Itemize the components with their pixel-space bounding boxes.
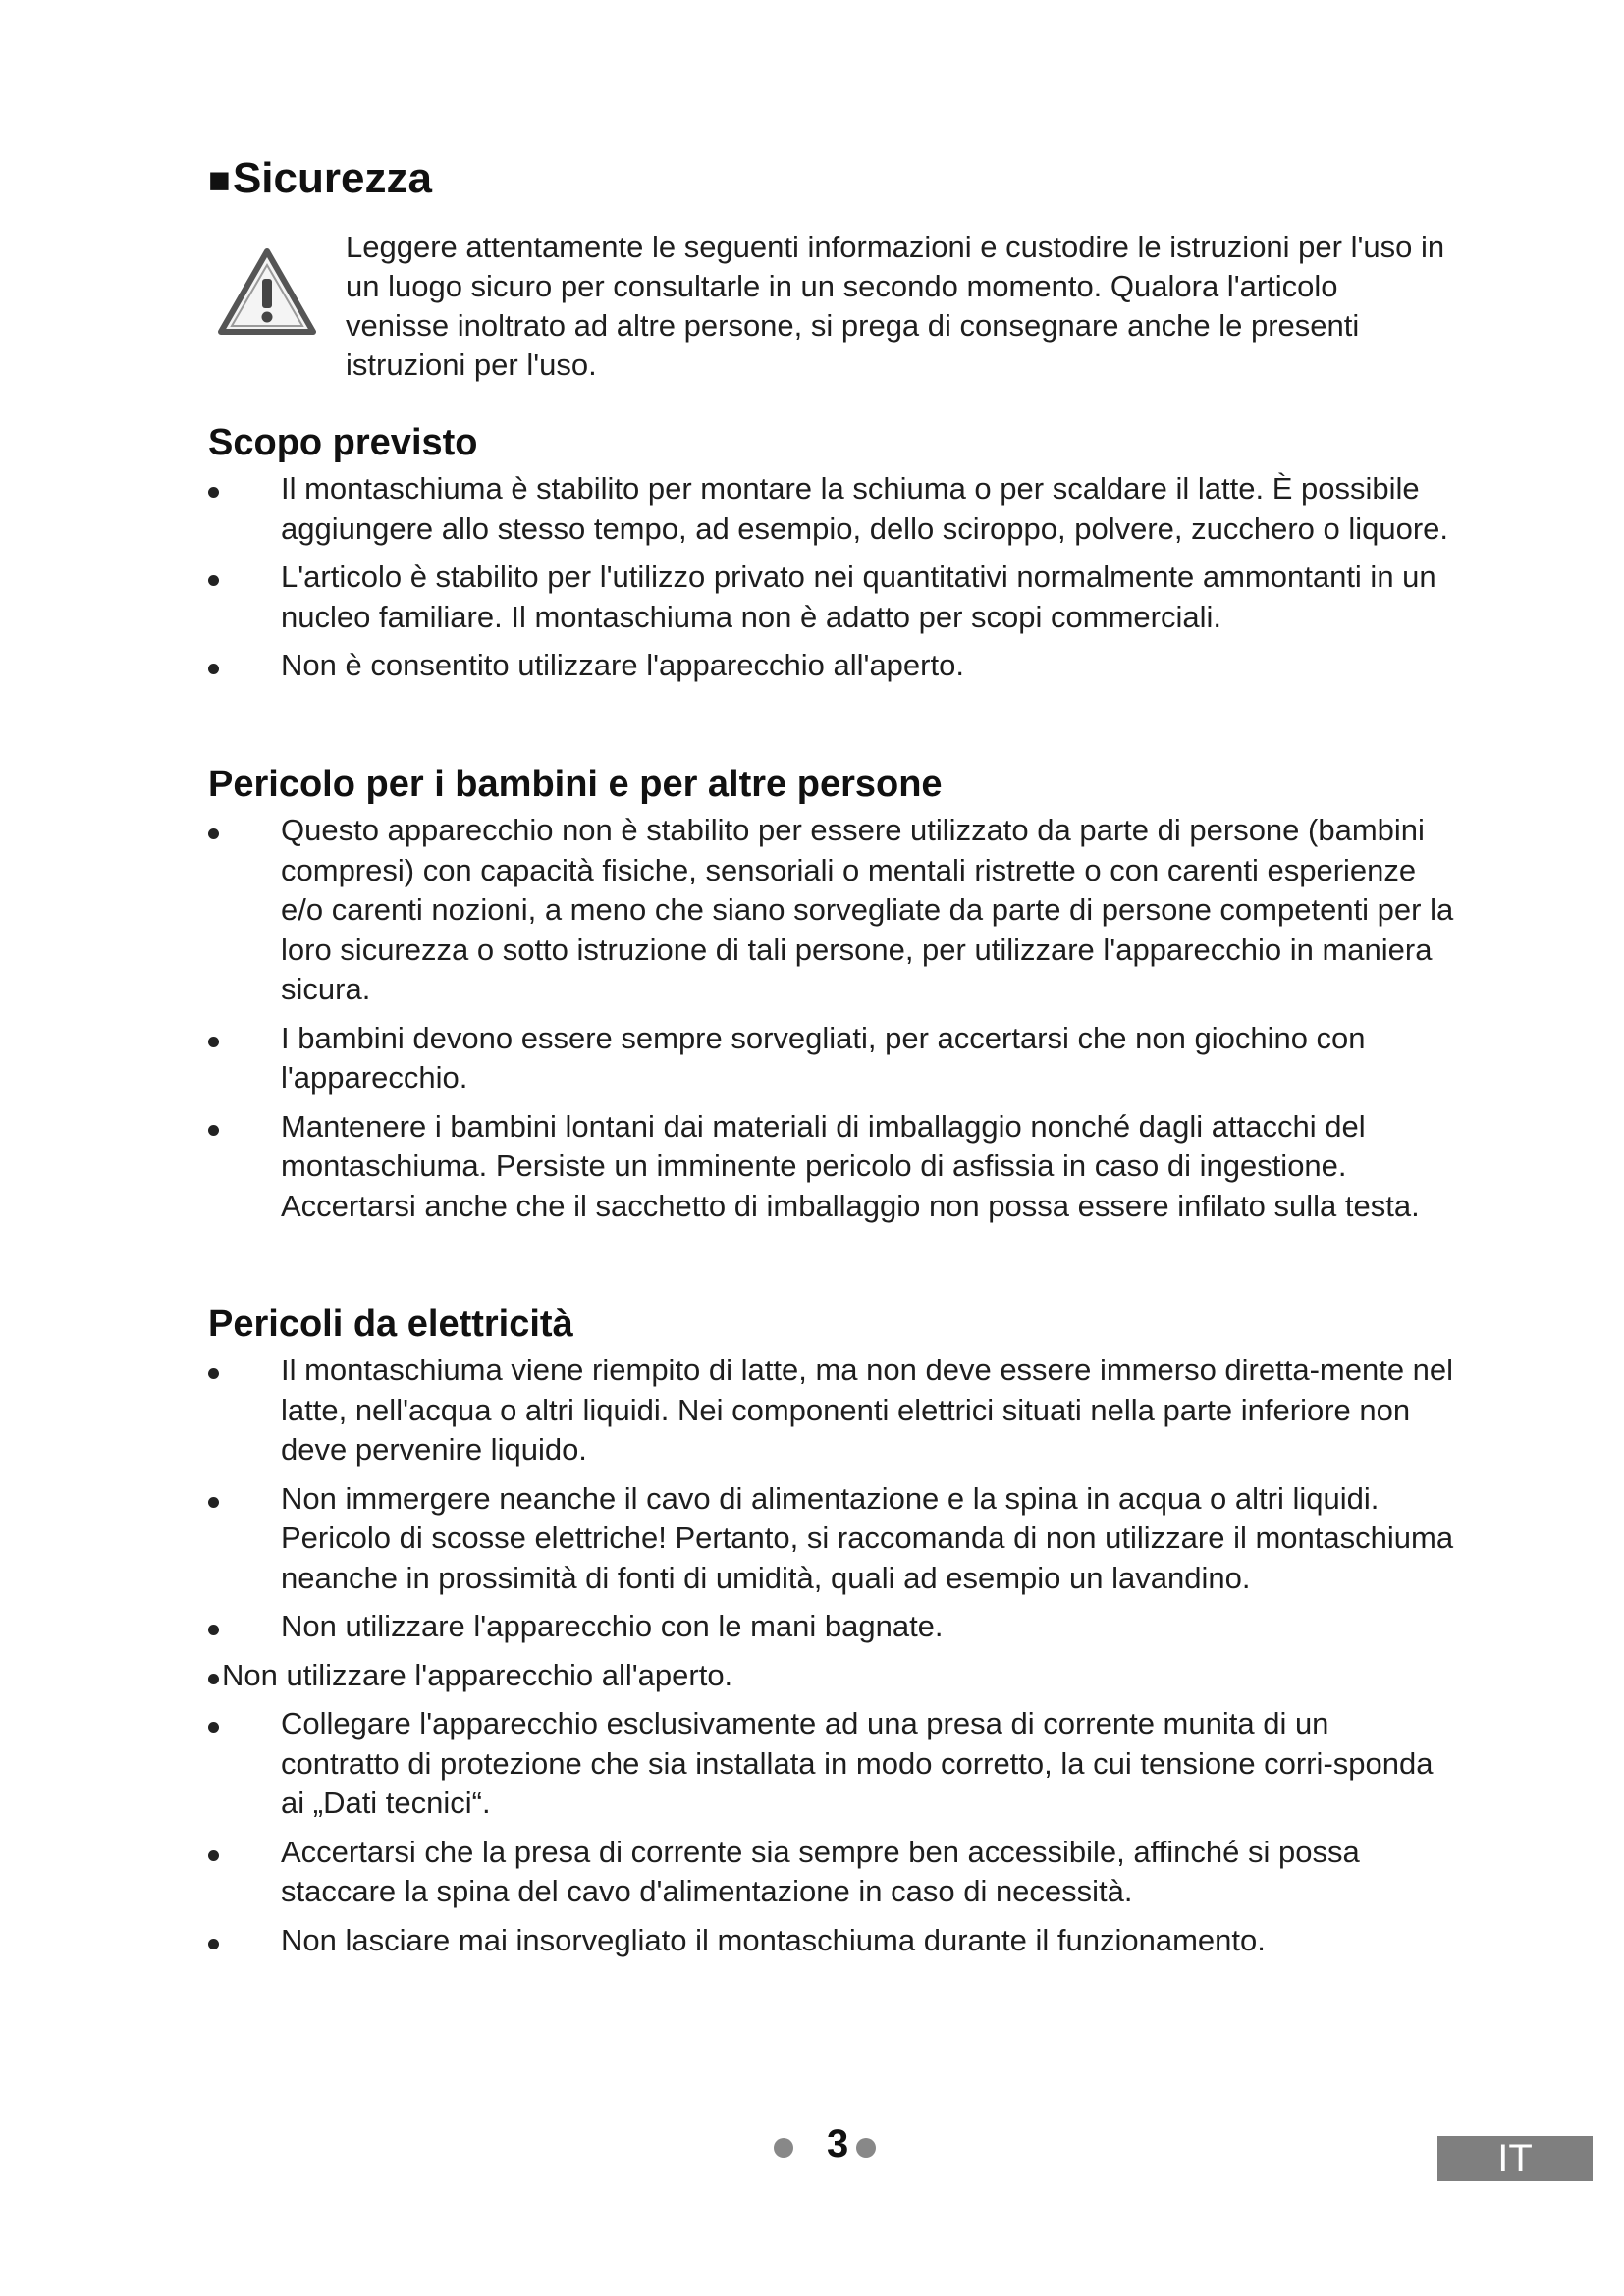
list-item: Collegare l'apparecchio esclusivamente ad una presa di corrente munita di un contratto di protezione che sia installata in modo corretto, la cui tensione corri-sponda ai „Dati tecnici“. — [208, 1704, 1455, 1824]
list-item: Non è consentito utilizzare l'apparecchio all'aperto. — [208, 646, 1455, 686]
warning-triangle-icon — [218, 247, 316, 336]
list-item: Non immergere neanche il cavo di alimentazione e la spina in acqua o altri liquidi. Pericolo di scosse elettriche! Pertanto, si raccomanda di non utilizzare il montaschiuma neanche in prossimità di fonti di umidità, quali ad esempio un lavandino. — [208, 1479, 1455, 1599]
list-item: Il montaschiuma viene riempito di latte, ma non deve essere immerso diretta-mente nel latte, nell'acqua o altri liquidi. Nei componenti elettrici situati nella parte inferiore non deve pervenire liquido. — [208, 1351, 1455, 1470]
title-marker: ■ — [208, 160, 231, 201]
list-item: Questo apparecchio non è stabilito per essere utilizzato da parte di persone (bambini compresi) con capacità fisiche, sensoriali o mentali ristrette o con carenti esperienze e/o carenti nozioni, a meno che siano sorvegliate da parte di persone competenti per la loro sicurezza o sotto istruzione di tali persone, per utilizzare l'apparecchio in maniera sicura. — [208, 811, 1455, 1010]
list-item: Mantenere i bambini lontani dai materiali di imballaggio nonché dagli attacchi del montaschiuma. Persiste un imminente pericolo di asfissia in caso di ingestione. Accertarsi anche che il sacchetto di imballaggio non possa essere infilato sulla testa. — [208, 1107, 1455, 1227]
language-badge: IT — [1437, 2136, 1593, 2181]
list-item: Non utilizzare l'apparecchio all'aperto. — [208, 1656, 1455, 1696]
list-item: Il montaschiuma è stabilito per montare la schiuma o per scaldare il latte. È possibile aggiungere allo stesso tempo, ad esempio, dello sciroppo, polvere, zucchero o liquore. — [208, 469, 1455, 549]
section-heading-pericoli-elettricita: Pericoli da elettricità — [208, 1304, 573, 1345]
list-item: Non lasciare mai insorvegliato il montaschiuma durante il funzionamento. — [208, 1921, 1455, 1961]
intro-paragraph: Leggere attentamente le seguenti informazioni e custodire le istruzioni per l'uso in un luogo sicuro per consultarle in un secondo momento. Qualora l'articolo venisse inoltrato ad altre persone, si prega di consegnare anche le presenti istruzioni per l'uso. — [346, 230, 1445, 382]
list-item: Non utilizzare l'apparecchio con le mani bagnate. — [208, 1607, 1455, 1647]
list-pericolo-bambini — [208, 811, 1455, 1235]
footer-dot-left-icon — [774, 2138, 793, 2158]
list-item: L'articolo è stabilito per l'utilizzo privato nei quantitativi normalmente ammontanti in un nucleo familiare. Il montaschiuma non è adatto per scopi commerciali. — [208, 558, 1455, 637]
list-item: Accertarsi che la presa di corrente sia sempre ben accessibile, affinché si possa staccare la spina del cavo d'alimentazione in caso di necessità. — [208, 1833, 1455, 1912]
section-heading-pericolo-bambini: Pericolo per i bambini e per altre persone — [208, 764, 943, 805]
footer-dot-right-icon — [856, 2138, 876, 2158]
list-item: I bambini devono essere sempre sorvegliati, per accertarsi che non giochino con l'apparecchio. — [208, 1019, 1455, 1098]
page-title — [208, 154, 432, 202]
title-text: Sicurezza — [232, 154, 432, 202]
page-number: 3 — [827, 2122, 849, 2165]
list-pericoli-elettricita — [208, 1351, 1455, 1969]
list-scopo-previsto — [208, 469, 1455, 695]
section-heading-scopo-previsto: Scopo previsto — [208, 422, 478, 463]
